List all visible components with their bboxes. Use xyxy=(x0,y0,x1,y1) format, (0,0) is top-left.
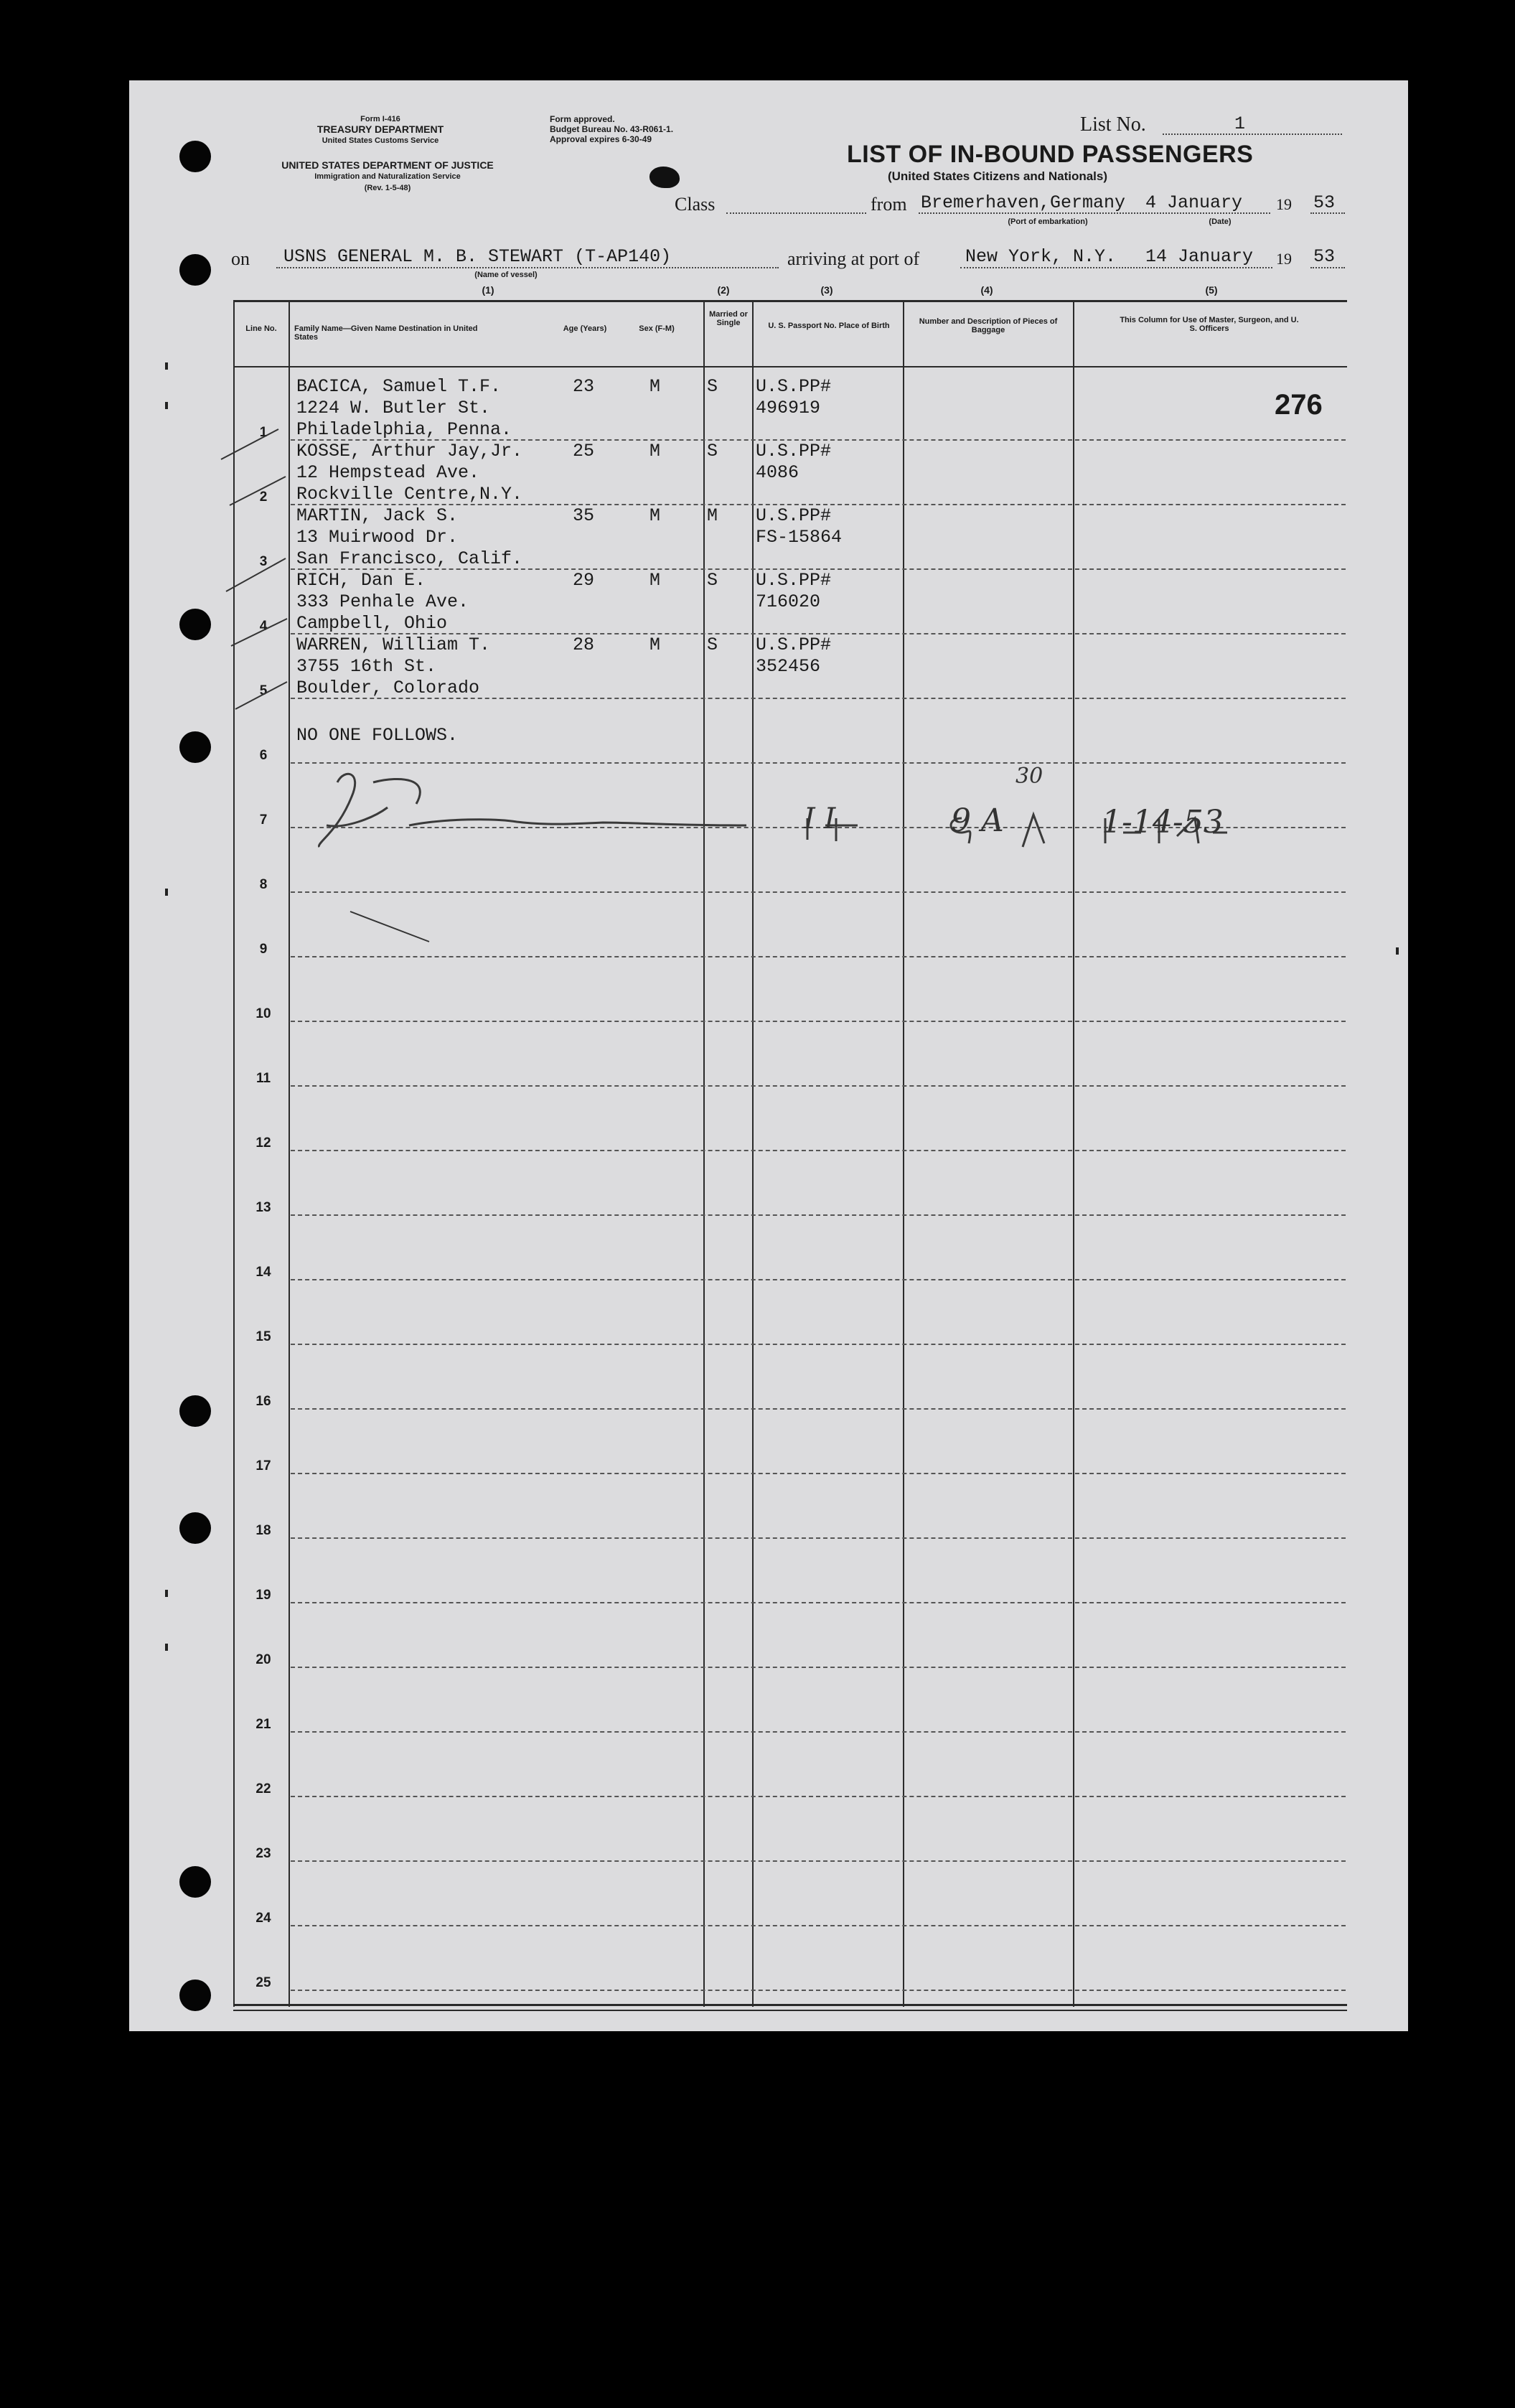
arrival-year: 53 xyxy=(1313,246,1336,267)
line-number: 22 xyxy=(255,1781,271,1796)
line-number: 8 xyxy=(259,877,268,892)
passenger-address: 333 Penhale Ave. xyxy=(296,591,469,612)
line-number: 3 xyxy=(259,554,268,569)
passenger-status: S xyxy=(707,634,718,655)
passenger-address: 3755 16th St. xyxy=(296,656,437,677)
col-num-5: (5) xyxy=(1205,284,1218,296)
line-number: 12 xyxy=(255,1135,271,1151)
passport-number: 716020 xyxy=(756,591,821,612)
approval-2: Budget Bureau No. 43-R061-1. xyxy=(550,124,674,134)
header-name: Family Name—Given Name Destination in United States xyxy=(294,324,478,342)
passport-label: U.S.PP# xyxy=(756,441,832,462)
passenger-status: S xyxy=(707,376,718,397)
line-number: 18 xyxy=(255,1523,271,1538)
handwritten-initial: I I xyxy=(804,802,836,835)
on-label: on xyxy=(231,248,250,269)
signature-stroke xyxy=(319,774,746,847)
class-label: Class xyxy=(675,194,716,215)
passenger-sex: M xyxy=(649,570,661,591)
passenger-name: RICH, Dan E. xyxy=(296,570,426,591)
tally-mark xyxy=(221,429,278,459)
date-caption: (Date) xyxy=(1209,217,1232,226)
passenger-sex: M xyxy=(649,441,661,462)
passenger-city: Philadelphia, Penna. xyxy=(296,419,512,440)
passenger-status: S xyxy=(707,570,718,591)
departure-year-prefix: 19 xyxy=(1276,195,1292,213)
arrival-year-prefix: 19 xyxy=(1276,250,1292,268)
passport-label: U.S.PP# xyxy=(756,634,832,655)
tally-mark xyxy=(230,477,286,505)
col-num-3: (3) xyxy=(820,284,833,296)
approval-3: Approval expires 6-30-49 xyxy=(550,134,652,144)
arriving-label: arriving at port of xyxy=(787,248,920,269)
line-number: 15 xyxy=(255,1329,271,1344)
passenger-age: 35 xyxy=(573,505,595,526)
passenger-city: San Francisco, Calif. xyxy=(296,548,523,569)
line-number: 4 xyxy=(259,619,268,634)
line-number: 24 xyxy=(255,1911,271,1926)
passenger-age: 23 xyxy=(573,376,595,397)
line-number: 17 xyxy=(255,1458,271,1474)
line-number: 10 xyxy=(255,1006,271,1021)
handwritten-time: 9 A xyxy=(951,802,1004,839)
tally-mark xyxy=(226,558,286,591)
vessel-caption: (Name of vessel) xyxy=(474,271,538,279)
passenger-sex: M xyxy=(649,634,661,655)
list-no-label: List No. xyxy=(1080,113,1146,136)
list-no-value: 1 xyxy=(1234,113,1246,134)
tally-mark xyxy=(235,682,287,709)
passport-number: 496919 xyxy=(756,398,821,418)
handwritten-time-sup: 30 xyxy=(1016,764,1043,789)
passenger-sex: M xyxy=(649,505,661,526)
departure-year: 53 xyxy=(1313,192,1336,213)
vessel-name: USNS GENERAL M. B. STEWART (T-AP140) xyxy=(283,246,672,267)
passenger-name: BACICA, Samuel T.F. xyxy=(296,376,502,397)
header-sex: Sex (F-M) xyxy=(639,324,675,333)
line-number: 23 xyxy=(255,1846,271,1861)
doj: UNITED STATES DEPARTMENT OF JUSTICE xyxy=(281,159,494,171)
col-num-2: (2) xyxy=(717,284,730,296)
passenger-sex: M xyxy=(649,376,661,397)
arrival-port: New York, N.Y. xyxy=(965,246,1117,267)
header-married: Married or Single xyxy=(709,310,748,327)
header-passport: U. S. Passport No. Place of Birth xyxy=(768,322,890,330)
passport-number: 352456 xyxy=(756,656,821,677)
line-number: 6 xyxy=(259,748,268,763)
passenger-city: Campbell, Ohio xyxy=(296,613,448,634)
line-number: 13 xyxy=(255,1200,271,1215)
header-officers: This Column for Use of Master, Surgeon, and U. S. Officers xyxy=(1120,316,1299,333)
arrival-date: 14 January xyxy=(1145,246,1254,267)
passenger-address: 1224 W. Butler St. xyxy=(296,398,491,418)
line-number: 25 xyxy=(255,1975,271,1990)
passenger-name: WARREN, William T. xyxy=(296,634,491,655)
header-age: Age (Years) xyxy=(563,324,607,333)
treasury-dept: TREASURY DEPARTMENT xyxy=(316,123,444,135)
header-line-no: Line No. xyxy=(245,324,277,333)
line-number: 7 xyxy=(259,812,268,828)
page-title: LIST OF IN-BOUND PASSENGERS xyxy=(847,141,1254,168)
ins: Immigration and Naturalization Service xyxy=(314,172,461,181)
embarkation-port: Bremerhaven,Germany xyxy=(921,192,1126,213)
passenger-status: M xyxy=(707,505,718,526)
passport-label: U.S.PP# xyxy=(756,505,832,526)
passenger-age: 29 xyxy=(573,570,595,591)
page-subtitle: (United States Citizens and Nationals) xyxy=(887,169,1108,183)
approval-1: Form approved. xyxy=(550,114,615,124)
passport-number: 4086 xyxy=(756,462,799,483)
tally-mark xyxy=(231,619,287,646)
embark-caption: (Port of embarkation) xyxy=(1008,217,1088,226)
line-number: 9 xyxy=(259,942,268,957)
from-label: from xyxy=(871,194,907,215)
passport-label: U.S.PP# xyxy=(756,376,832,397)
passenger-name: KOSSE, Arthur Jay,Jr. xyxy=(296,441,523,462)
stray-stroke xyxy=(350,912,429,942)
no-one-follows: NO ONE FOLLOWS. xyxy=(296,725,459,746)
customs-service: United States Customs Service xyxy=(322,136,439,145)
passenger-city: Boulder, Colorado xyxy=(296,678,480,698)
handwritten-signature xyxy=(402,804,441,812)
line-number: 1 xyxy=(259,425,268,440)
passenger-city: Rockville Centre,N.Y. xyxy=(296,484,523,505)
header-baggage: Number and Description of Pieces of Baggage xyxy=(919,317,1058,334)
col-num-4: (4) xyxy=(980,284,993,296)
passenger-age: 25 xyxy=(573,441,595,462)
form-number: Form I-416 xyxy=(360,115,400,123)
revision: (Rev. 1-5-48) xyxy=(364,184,411,192)
line-number: 14 xyxy=(255,1265,271,1280)
passenger-address: 13 Muirwood Dr. xyxy=(296,527,459,548)
line-number: 16 xyxy=(255,1394,271,1409)
line-number: 11 xyxy=(255,1071,271,1086)
passport-number: FS-15864 xyxy=(756,527,843,548)
col-num-1: (1) xyxy=(482,284,494,296)
handwritten-date: 1-14-53 xyxy=(1102,804,1224,840)
passenger-status: S xyxy=(707,441,718,462)
line-number: 19 xyxy=(255,1588,271,1603)
line-number: 21 xyxy=(255,1717,271,1732)
line-number: 2 xyxy=(259,489,268,505)
passport-label: U.S.PP# xyxy=(756,570,832,591)
passenger-age: 28 xyxy=(573,634,595,655)
line-number: 20 xyxy=(255,1652,271,1667)
passenger-address: 12 Hempstead Ave. xyxy=(296,462,480,483)
departure-date: 4 January xyxy=(1145,192,1243,213)
passenger-name: MARTIN, Jack S. xyxy=(296,505,459,526)
line-number: 5 xyxy=(259,683,268,698)
stamp-number: 276 xyxy=(1275,389,1323,421)
